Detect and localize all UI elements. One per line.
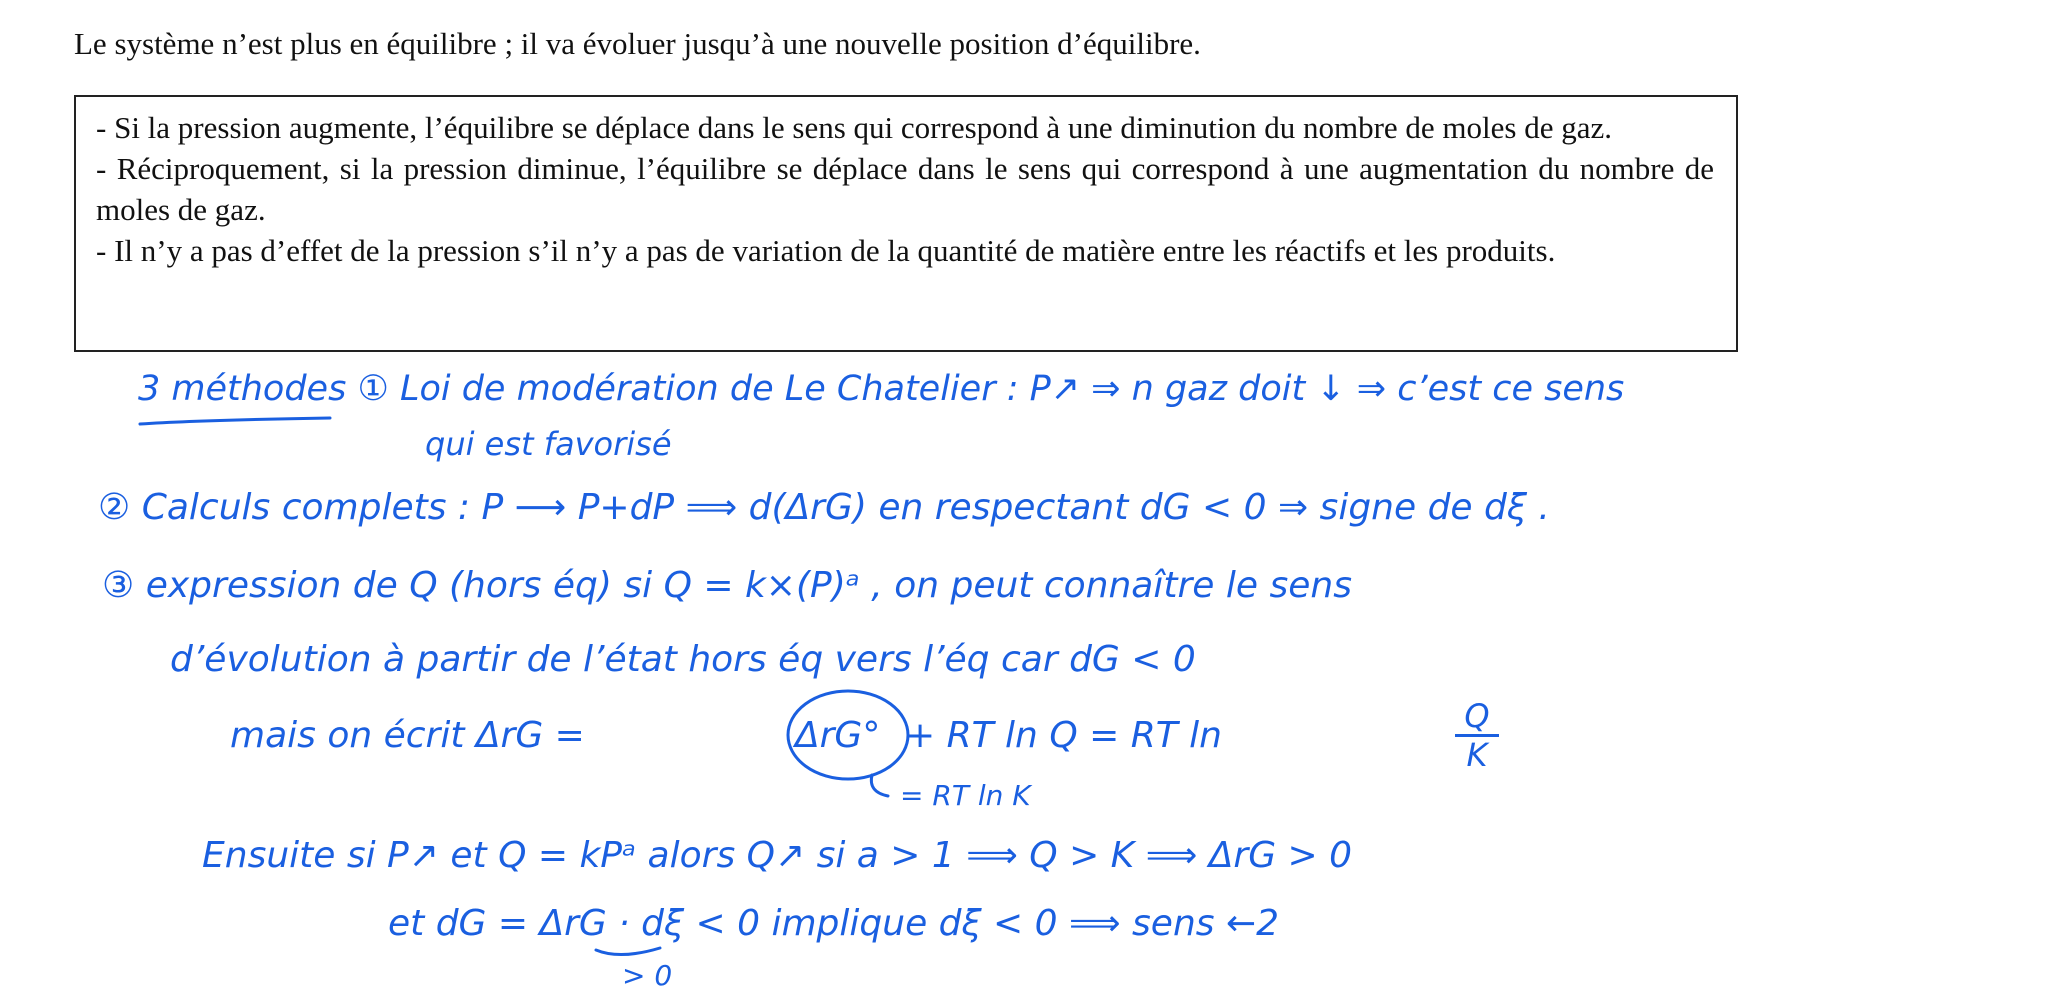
underline-stroke [140, 418, 330, 424]
handwritten-line-5: Ensuite si P↗ et Q = kPᵃ alors Q↗ si a > 1 ⟹ Q > K ⟹ ΔrG > 0 [202, 835, 1353, 876]
brace-stroke [596, 948, 660, 955]
box-line-pressure-decrease: - Réciproquement, si la pression diminue, l’équilibre se déplace dans le sens qui correspond à une augmentation du nombre de moles de gaz. [96, 151, 1714, 227]
handwritten-line-3b: d’évolution à partir de l’état hors éq vers l’éq car dG < 0 [170, 639, 1196, 680]
handwritten-gt-zero-note: > 0 [622, 959, 673, 992]
handwritten-rtlnk-note: = RT ln K [900, 779, 1031, 812]
fraction-denominator: K [1466, 736, 1488, 774]
handwritten-line-2: ② Calculs complets : P ⟶ P+dP ⟹ d(ΔrG) en respectant dG < 0 ⇒ signe de dξ . [98, 487, 1550, 528]
handwritten-line-4-left: mais on écrit ΔrG = [230, 715, 585, 756]
box-line-no-effect: - Il n’y a pas d’effet de la pression s’il n’y a pas de variation de la quantité de matière entre les réactifs et les produits. [96, 233, 1556, 268]
handwritten-line-4-right: + RT ln Q = RT ln [905, 715, 1222, 756]
handwritten-line-1: 3 méthodes ① Loi de modération de Le Chatelier : P↗ ⇒ n gaz doit ↓ ⇒ c’est ce sens [138, 369, 1625, 409]
handwritten-line-3: ③ expression de Q (hors éq) si Q = k×(P)ᵃ , on peut connaître le sens [102, 565, 1352, 606]
box-line-pressure-increase: - Si la pression augmente, l’équilibre se déplace dans le sens qui correspond à une diminution du nombre de moles de gaz. [96, 110, 1613, 145]
fraction-numerator: Q [1464, 697, 1490, 735]
handwritten-line-6: et dG = ΔrG · dξ < 0 implique dξ < 0 ⟹ sens ←2 [388, 903, 1280, 944]
handwritten-line-1b: qui est favorisé [425, 425, 672, 463]
summary-box [74, 95, 1738, 352]
fraction-q-over-k [1455, 697, 1499, 774]
handwritten-circled-term: ΔrG° [795, 715, 881, 756]
hook-stroke [871, 775, 888, 796]
intro-text: Le système n’est plus en équilibre ; il va évoluer jusqu’à une nouvelle position d’équilibre. [74, 26, 1201, 61]
